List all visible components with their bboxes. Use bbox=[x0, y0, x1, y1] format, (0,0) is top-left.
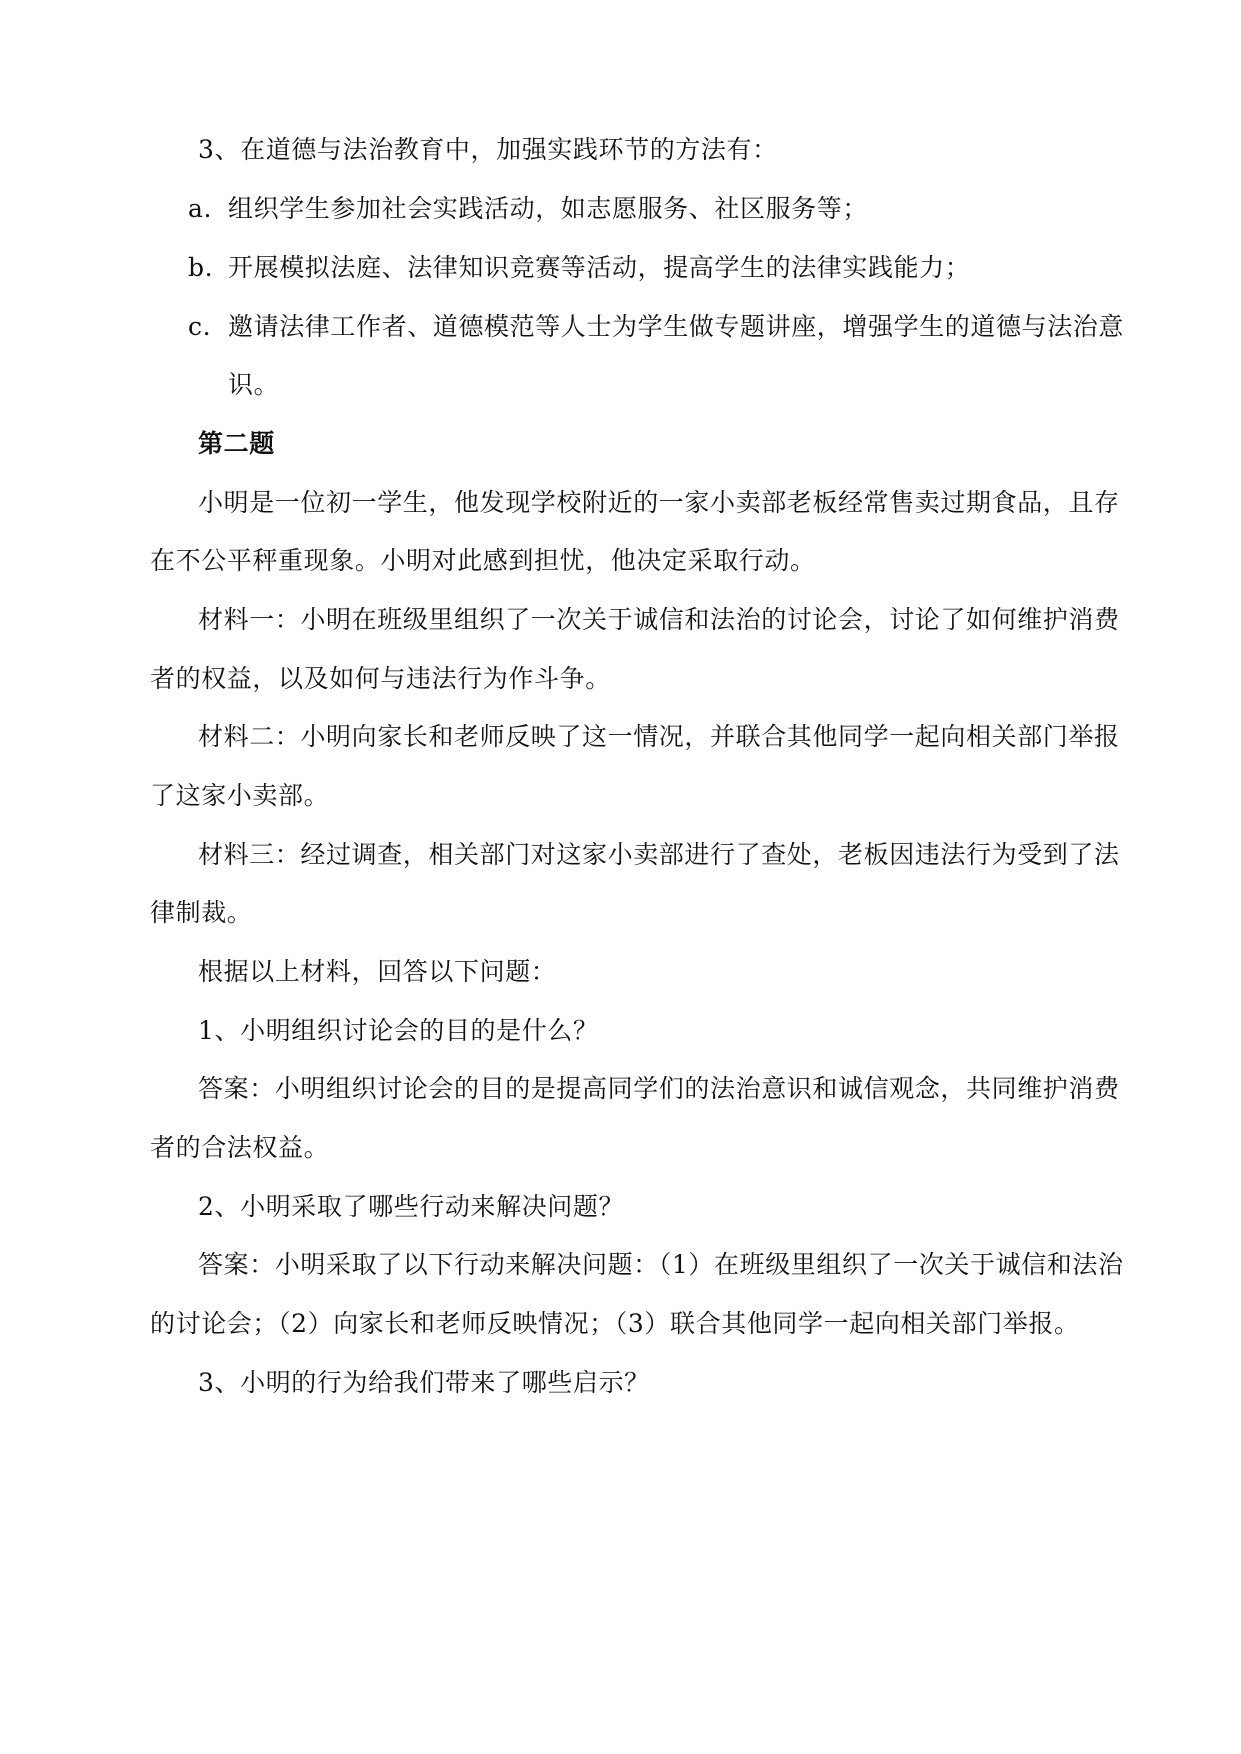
list-item-text: 组织学生参加社会实践活动，如志愿服务、社区服务等； bbox=[228, 194, 869, 223]
list-item-b bbox=[188, 251, 970, 285]
answer-1-line-1: 答案：小明组织讨论会的目的是提高同学们的法治意识和诚信观念，共同维护消费 bbox=[198, 1074, 1120, 1103]
list-marker: b. bbox=[188, 253, 214, 282]
material-2-line-1: 材料二：小明向家长和老师反映了这一情况，并联合其他同学一起向相关部门举报 bbox=[198, 722, 1120, 751]
questions-prompt: 根据以上材料，回答以下问题： bbox=[198, 957, 557, 986]
answer-2-line-2: 的讨论会；（2）向家长和老师反映情况；（3）联合其他同学一起向相关部门举报。 bbox=[150, 1309, 1080, 1338]
material-3-line-2: 律制裁。 bbox=[150, 898, 253, 927]
section-heading: 第二题 bbox=[198, 429, 275, 458]
list-marker: c. bbox=[188, 312, 212, 341]
material-1-line-2: 者的权益，以及如何与违法行为作斗争。 bbox=[150, 664, 611, 693]
intro-paragraph-line-1: 小明是一位初一学生，他发现学校附近的一家小卖部老板经常售卖过期食品，且存 bbox=[198, 488, 1120, 517]
list-marker: a. bbox=[188, 194, 213, 223]
question-3-intro: 3、在道德与法治教育中，加强实践环节的方法有： bbox=[198, 135, 778, 164]
list-item-text: 开展模拟法庭、法律知识竞赛等活动，提高学生的法律实践能力； bbox=[228, 253, 971, 282]
material-1-line-1: 材料一：小明在班级里组织了一次关于诚信和法治的讨论会，讨论了如何维护消费 bbox=[198, 605, 1120, 634]
intro-paragraph-line-2: 在不公平秤重现象。小明对此感到担忧，他决定采取行动。 bbox=[150, 546, 816, 575]
list-item-c-continuation: 识。 bbox=[228, 370, 280, 399]
question-3: 3、小明的行为给我们带来了哪些启示？ bbox=[198, 1368, 650, 1397]
question-2: 2、小明采取了哪些行动来解决问题？ bbox=[198, 1192, 625, 1221]
material-2-line-2: 了这家小卖部。 bbox=[150, 781, 330, 810]
question-1: 1、小明组织讨论会的目的是什么？ bbox=[198, 1016, 599, 1045]
list-item-c bbox=[188, 310, 1124, 344]
list-item-text: 邀请法律工作者、道德模范等人士为学生做专题讲座，增强学生的道德与法治意 bbox=[228, 312, 1125, 341]
material-3-line-1: 材料三：经过调查，相关部门对这家小卖部进行了查处，老板因违法行为受到了法 bbox=[198, 840, 1120, 869]
answer-1-line-2: 者的合法权益。 bbox=[150, 1133, 330, 1162]
answer-2-line-1: 答案：小明采取了以下行动来解决问题：（1）在班级里组织了一次关于诚信和法治 bbox=[198, 1250, 1124, 1279]
list-item-a bbox=[188, 192, 868, 226]
